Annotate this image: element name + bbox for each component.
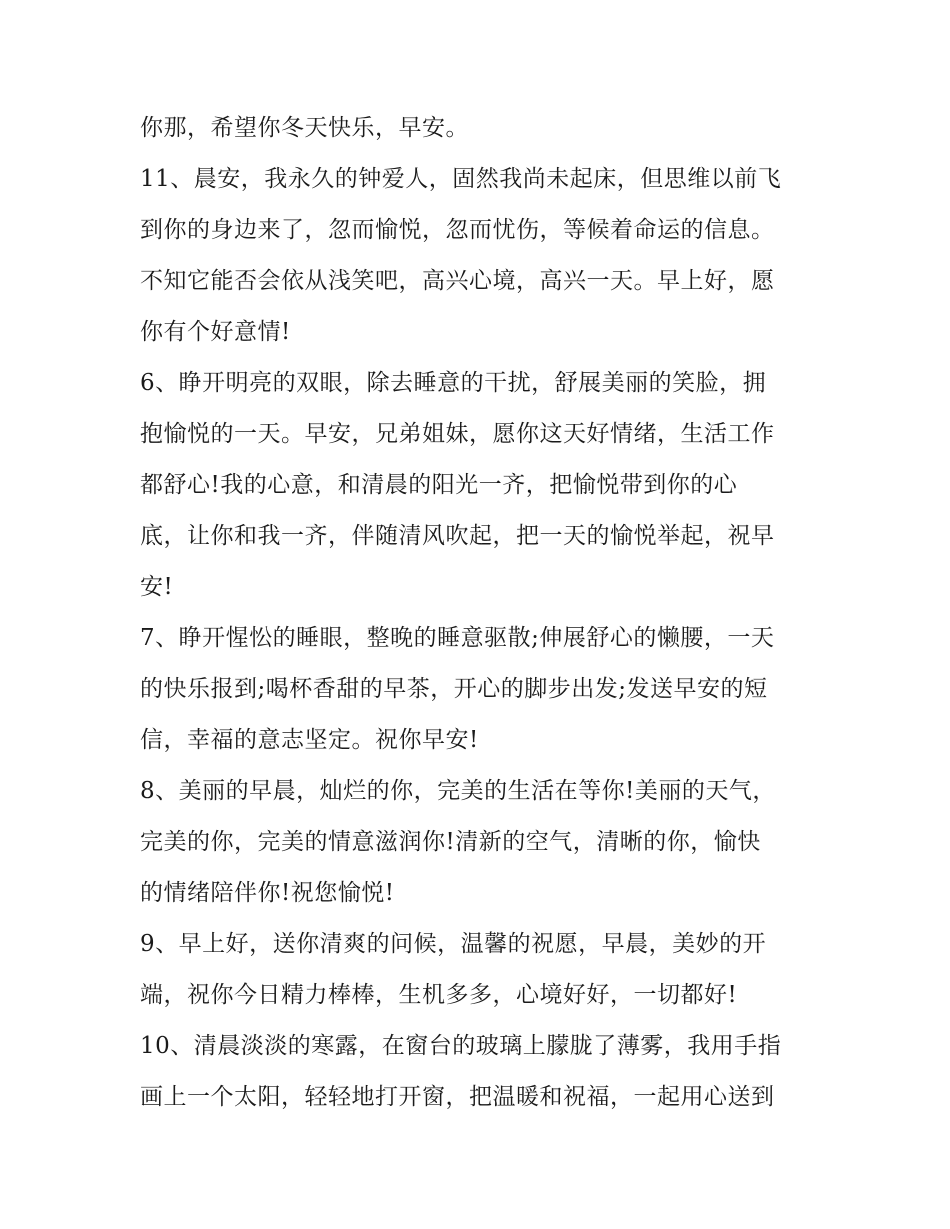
text-line: 的情绪陪伴你!祝您愉悦!: [140, 880, 395, 906]
text-line: 11、晨安，我永久的钟爱人，固然我尚未起床，但思维以前飞: [140, 166, 782, 192]
text-line: 端，祝你今日精力棒棒，生机多多，心境好好，一切都好!: [140, 982, 738, 1008]
text-line: 不知它能否会依从浅笑吧，高兴心境，高兴一天。早上好，愿: [140, 268, 775, 294]
text-line: 9、早上好，送你清爽的问候，温馨的祝愿，早晨，美妙的开: [140, 931, 767, 957]
text-line: 安!: [140, 574, 174, 600]
text-line: 都舒心!我的心意，和清晨的阳光一齐，把愉悦带到你的心: [140, 472, 738, 498]
text-line: 10、清晨淡淡的寒露，在窗台的玻璃上朦胧了薄雾，我用手指: [140, 1033, 782, 1059]
text-line: 6、睁开明亮的双眼，除去睡意的干扰，舒展美丽的笑脸，拥: [140, 370, 767, 396]
text-line: 底，让你和我一齐，伴随清风吹起，把一天的愉悦举起，祝早: [140, 523, 775, 549]
text-line: 的快乐报到;喝杯香甜的早茶，开心的脚步出发;发送早安的短: [140, 676, 768, 702]
document-body: [140, 103, 820, 1123]
text-line: 8、美丽的早晨，灿烂的你，完美的生活在等你!美丽的天气，: [140, 778, 776, 804]
text-line: 信，幸福的意志坚定。祝你早安!: [140, 727, 479, 753]
text-line: 画上一个太阳，轻轻地打开窗，把温暖和祝福，一起用心送到: [140, 1084, 775, 1110]
text-line: 抱愉悦的一天。早安，兄弟姐妹，愿你这天好情绪，生活工作: [140, 421, 775, 447]
text-line: 7、睁开惺忪的睡眼，整晚的睡意驱散;伸展舒心的懒腰，一天: [140, 625, 775, 651]
text-line: 完美的你，完美的情意滋润你!清新的空气，清晰的你，愉快: [140, 829, 761, 855]
text-line: 你那，希望你冬天快乐，早安。: [140, 115, 469, 141]
text-line: 到你的身边来了，忽而愉悦，忽而忧伤，等候着命运的信息。: [140, 217, 775, 243]
text-line: 你有个好意情!: [140, 319, 291, 345]
